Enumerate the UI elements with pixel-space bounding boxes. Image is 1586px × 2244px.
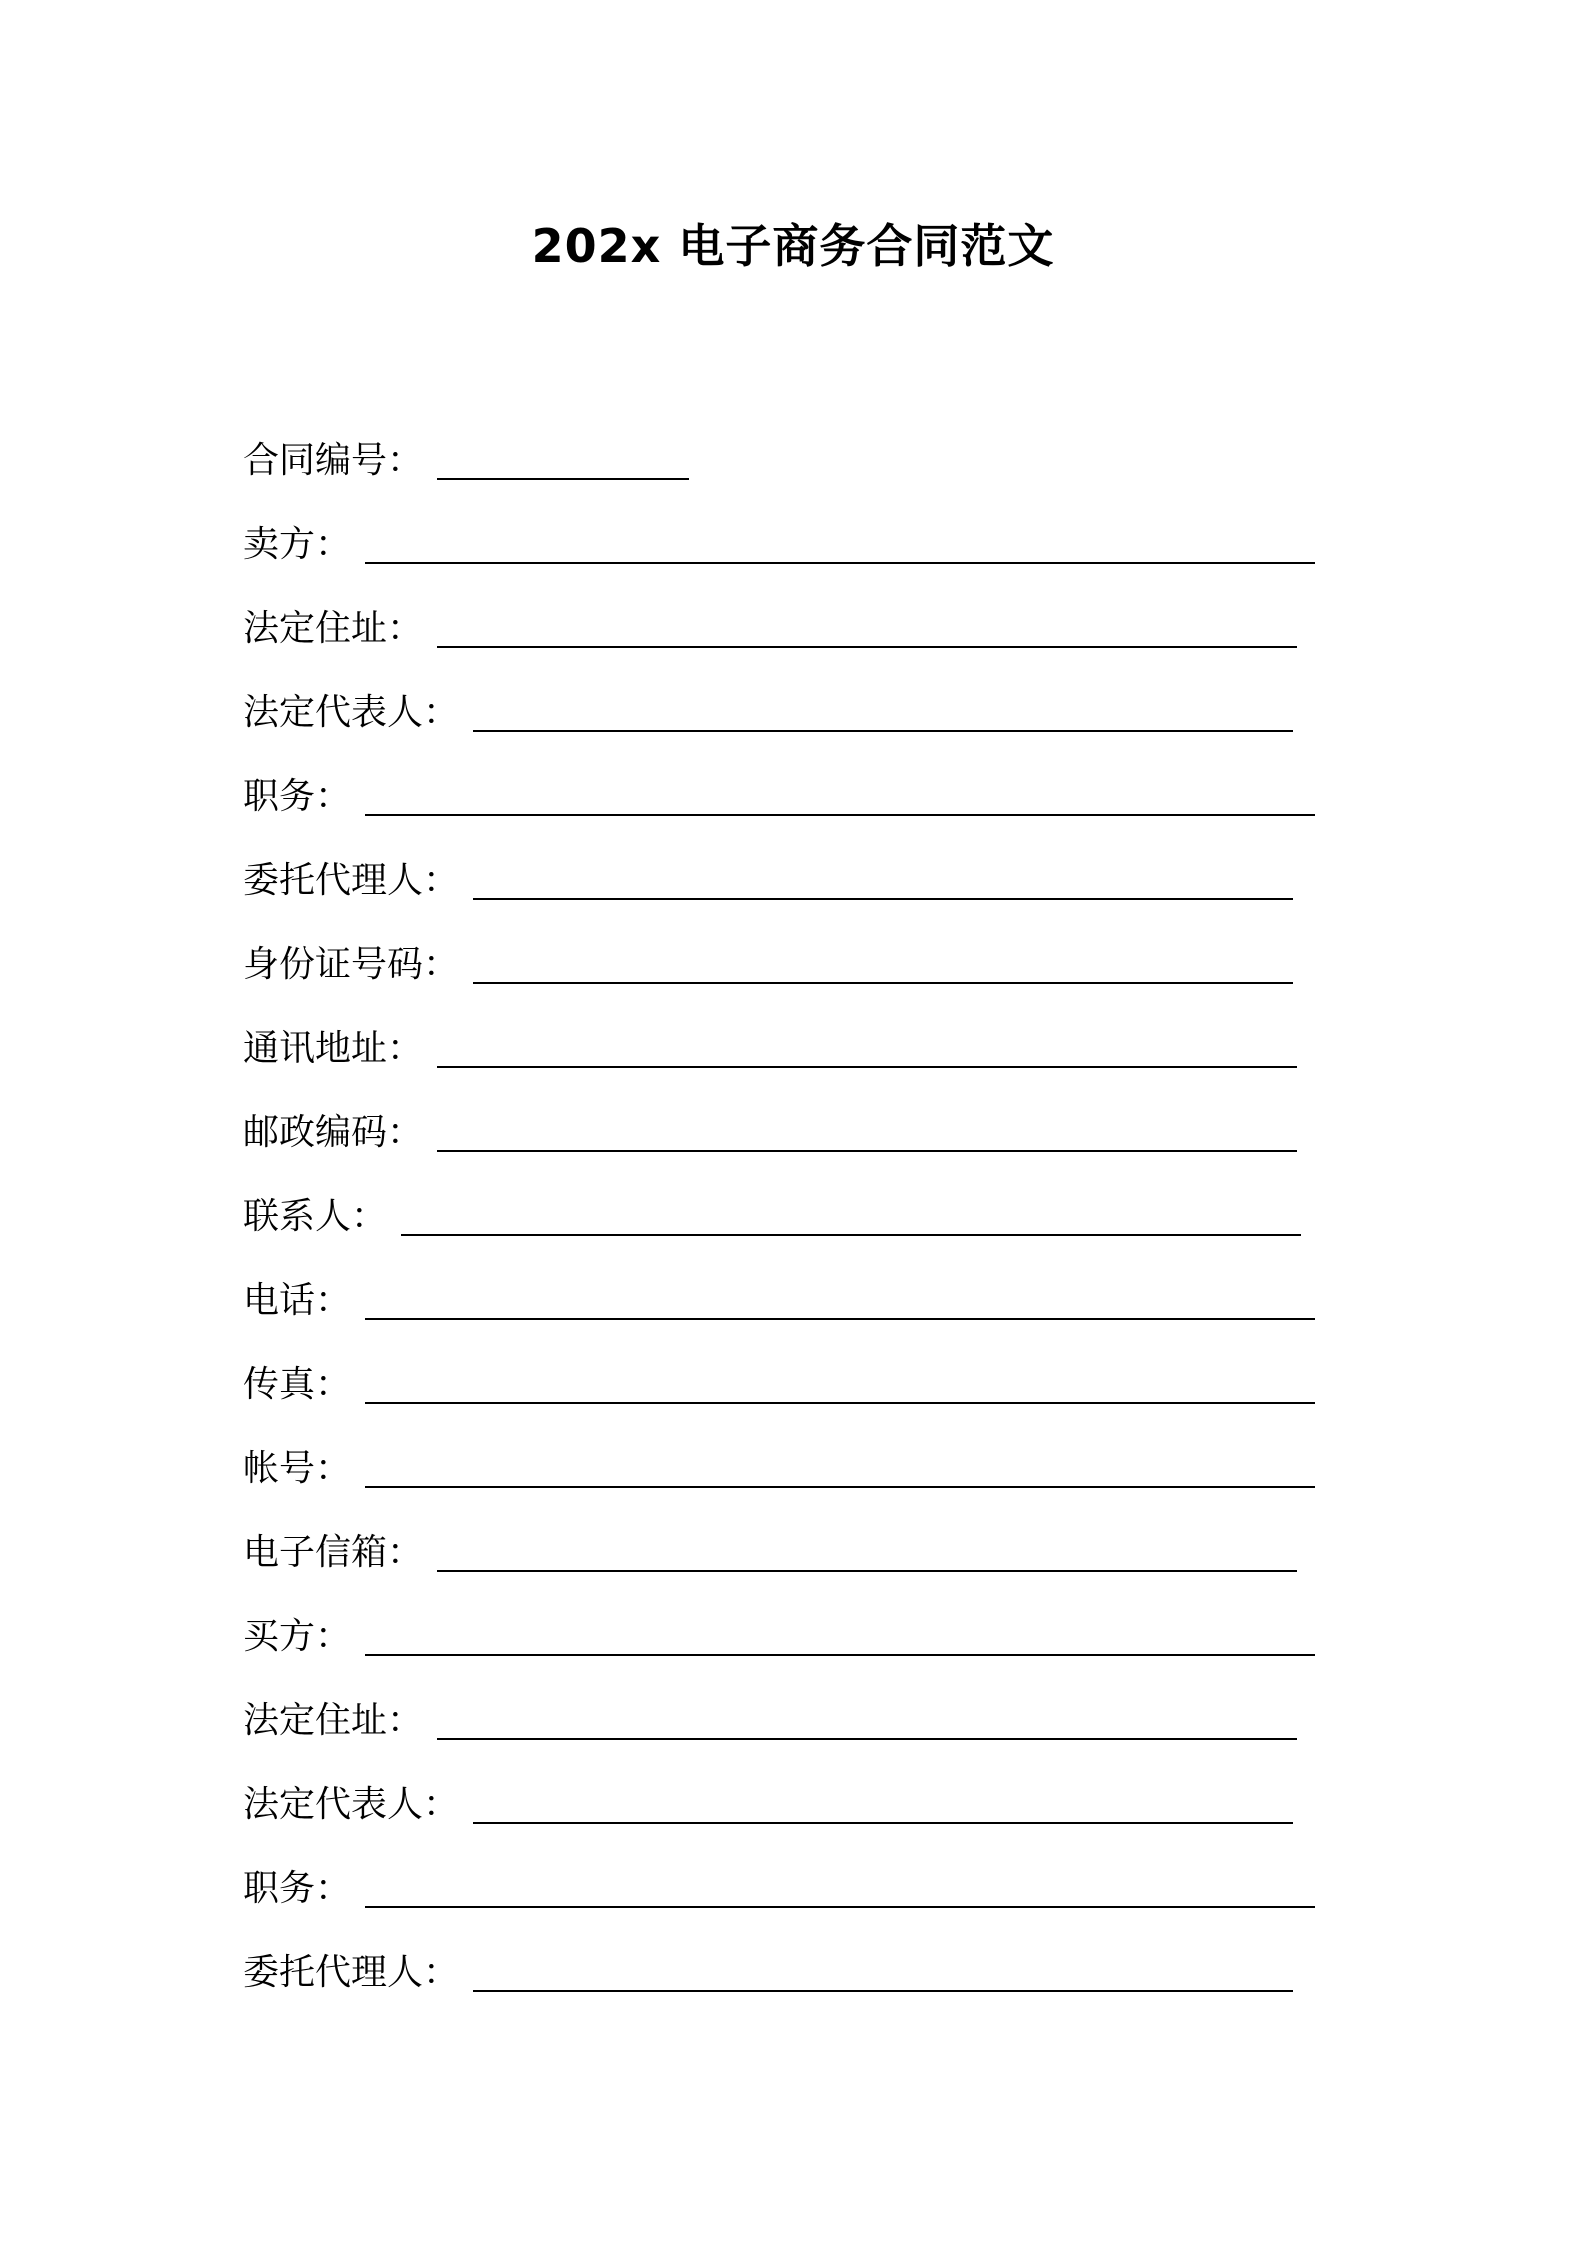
field-seller-legal-rep <box>243 660 1403 744</box>
blank-line <box>365 1905 1315 1908</box>
blank-line <box>365 813 1315 816</box>
field-seller-agent <box>243 828 1403 912</box>
blank-line <box>473 981 1293 984</box>
field-label: 传真： <box>243 1364 352 1405</box>
blank-line <box>473 897 1293 900</box>
field-label: 法定住址： <box>243 1700 424 1741</box>
field-buyer-legal-rep <box>243 1752 1403 1836</box>
blank-line <box>365 561 1315 564</box>
field-label: 职务： <box>243 776 352 817</box>
field-label: 职务： <box>243 1868 352 1909</box>
field-seller-mailing-address <box>243 996 1403 1080</box>
field-label: 法定代表人： <box>243 692 460 733</box>
field-label: 通讯地址： <box>243 1028 424 1069</box>
field-label: 卖方： <box>243 524 352 565</box>
field-label: 身份证号码： <box>243 944 460 985</box>
field-label: 法定住址： <box>243 608 424 649</box>
field-label: 联系人： <box>243 1196 388 1237</box>
field-label: 帐号： <box>243 1448 352 1489</box>
field-buyer-address <box>243 1668 1403 1752</box>
blank-line <box>365 1317 1315 1320</box>
field-label: 法定代表人： <box>243 1784 460 1825</box>
document-title: 202x 电子商务合同范文 <box>531 219 1055 273</box>
field-buyer-position <box>243 1836 1403 1920</box>
field-label: 合同编号： <box>243 440 424 481</box>
field-seller-account <box>243 1416 1403 1500</box>
field-buyer <box>243 1584 1403 1668</box>
blank-line <box>437 645 1297 648</box>
blank-line <box>401 1233 1301 1236</box>
field-seller <box>243 492 1403 576</box>
blank-line <box>437 1569 1297 1572</box>
contract-fields <box>243 408 1403 2004</box>
field-label: 电子信箱： <box>243 1532 424 1573</box>
field-seller-contact <box>243 1164 1403 1248</box>
blank-line <box>437 477 689 480</box>
field-seller-email <box>243 1500 1403 1584</box>
field-seller-fax <box>243 1332 1403 1416</box>
blank-line <box>365 1485 1315 1488</box>
blank-line <box>365 1401 1315 1404</box>
blank-line <box>437 1149 1297 1152</box>
field-label: 电话： <box>243 1280 352 1321</box>
field-seller-position <box>243 744 1403 828</box>
blank-line <box>473 729 1293 732</box>
blank-line <box>473 1821 1293 1824</box>
field-label: 邮政编码： <box>243 1112 424 1153</box>
field-contract-number <box>243 408 1403 492</box>
field-label: 委托代理人： <box>243 1952 460 1993</box>
blank-line <box>437 1737 1297 1740</box>
field-seller-id-number <box>243 912 1403 996</box>
blank-line <box>473 1989 1293 1992</box>
field-buyer-agent <box>243 1920 1403 2004</box>
field-seller-address <box>243 576 1403 660</box>
blank-line <box>437 1065 1297 1068</box>
field-seller-phone <box>243 1248 1403 1332</box>
blank-line <box>365 1653 1315 1656</box>
field-label: 委托代理人： <box>243 860 460 901</box>
field-label: 买方： <box>243 1616 352 1657</box>
field-seller-postcode <box>243 1080 1403 1164</box>
